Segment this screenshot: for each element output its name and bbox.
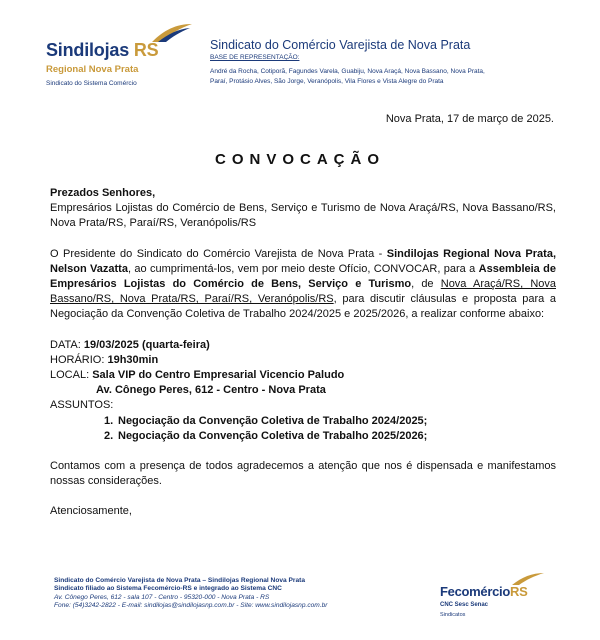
cities-line: Paraí, Protásio Alves, São Jorge, Veranópolis, Vila Flores e Vista Alegre do Prata [210, 78, 444, 85]
document-title: CONVOCAÇÃO [214, 151, 385, 168]
fecomercio-sub2: Sindicatos [440, 612, 466, 618]
signoff: Atenciosamente, [50, 505, 132, 518]
bold-run: Sindilojas Regional Nova Prata, Nelson Vazatta [50, 247, 556, 275]
value: 19h30min [107, 353, 159, 366]
cities-list [210, 67, 570, 87]
fecomercio-sub: CNC Sesc Senac [440, 602, 489, 608]
text-run: O Presidente do Sindicato do Comércio Varejista de Nova Prata - [50, 247, 387, 260]
logo-regional: Regional Nova Prata [46, 64, 139, 75]
date-line: Nova Prata, 17 de março de 2025. [385, 113, 554, 125]
underlined-run: Nova Araçá/RS, Nova Bassano/RS, Nova Prata/RS, Paraí/RS, Veranópolis/RS [50, 278, 556, 306]
item-text: Negociação da Convenção Coletiva de Trabalho 2024/2025; [118, 414, 428, 427]
greeting: Prezados Senhores, [50, 187, 156, 199]
item-number: 2. [104, 429, 114, 442]
closing-paragraph: Contamos com a presença de todos agradecemos a atenção que nos é dispensada e manifestamos nossas considerações. [50, 460, 556, 488]
list-item [104, 414, 556, 429]
time-detail [50, 353, 556, 368]
item-text: Negociação da Convenção Coletiva de Trabalho 2025/2026; [118, 429, 428, 442]
cities-line: André da Rocha, Cotiporã, Fagundes Varela, Guabiju, Nova Araçá, Nova Bassano, Nova Prata, [210, 68, 485, 75]
item-number: 1. [104, 414, 114, 427]
footer-line: Sindicato filiado ao Sistema Fecomércio-RS e integrado ao Sistema CNC [54, 585, 282, 593]
footer-line: Av. Cônego Peres, 612 - sala 107 - Centro - 95320-000 - Nova Prata - RS [54, 593, 270, 601]
fecomercio-name: FecomércioRS [440, 584, 528, 599]
logo-brand: Sindilojas RS [46, 40, 159, 60]
footer [54, 577, 328, 611]
bold-run: Assembleia de Empresários Lojistas do Comércio de Bens, Serviço e Turismo [50, 262, 556, 291]
address-detail: Av. Cônego Peres, 612 - Centro - Nova Prata [96, 384, 326, 397]
fecomercio-logo [440, 572, 560, 622]
footer-line: Sindicato do Comércio Varejista de Nova Prata – Sindilojas Regional Nova Prata [54, 577, 306, 584]
text-run: , ao cumprimentá-los, vem por meio deste Ofício, CONVOCAR, para a [127, 262, 479, 275]
footer-line: Fone: (54)3242-2822 - E-mail: sindilojas@sindilojasnp.com.br - Site: www.sindilojasnp.com.br [54, 602, 328, 610]
subjects-list [50, 414, 556, 444]
sindilojas-logo [46, 22, 196, 92]
label: LOCAL: [50, 369, 93, 382]
org-header [210, 38, 570, 87]
date-detail [50, 338, 556, 353]
place-detail [50, 368, 556, 383]
letter-body [50, 186, 556, 520]
text-run: , para discutir cláusulas e proposta para a Negociação da Convenção Coletiva de Trabalho 2024/2025 e 2025/2026, a realizar conforme abaixo: [50, 293, 556, 321]
text-run: , de [411, 278, 441, 291]
label: HORÁRIO: [50, 353, 108, 366]
list-item [104, 429, 556, 444]
label: DATA: [50, 338, 84, 351]
main-paragraph [50, 247, 556, 323]
subjects-label: ASSUNTOS: [50, 399, 114, 412]
recipients: Empresários Lojistas do Comércio de Bens, Serviço e Turismo de Nova Araçá/RS, Nova Bassano/RS, Nova Prata/RS, Paraí/RS, Veranópolis/RS [50, 202, 556, 230]
org-name: Sindicato do Comércio Varejista de Nova Prata [210, 38, 471, 52]
logo-tagline: Sindicato do Sistema Comércio [46, 80, 137, 87]
base-label: BASE DE REPRESENTAÇÃO: [210, 54, 300, 61]
value: Sala VIP do Centro Empresarial Vicencio Paludo [92, 369, 345, 382]
value: 19/03/2025 (quarta-feira) [83, 338, 210, 351]
